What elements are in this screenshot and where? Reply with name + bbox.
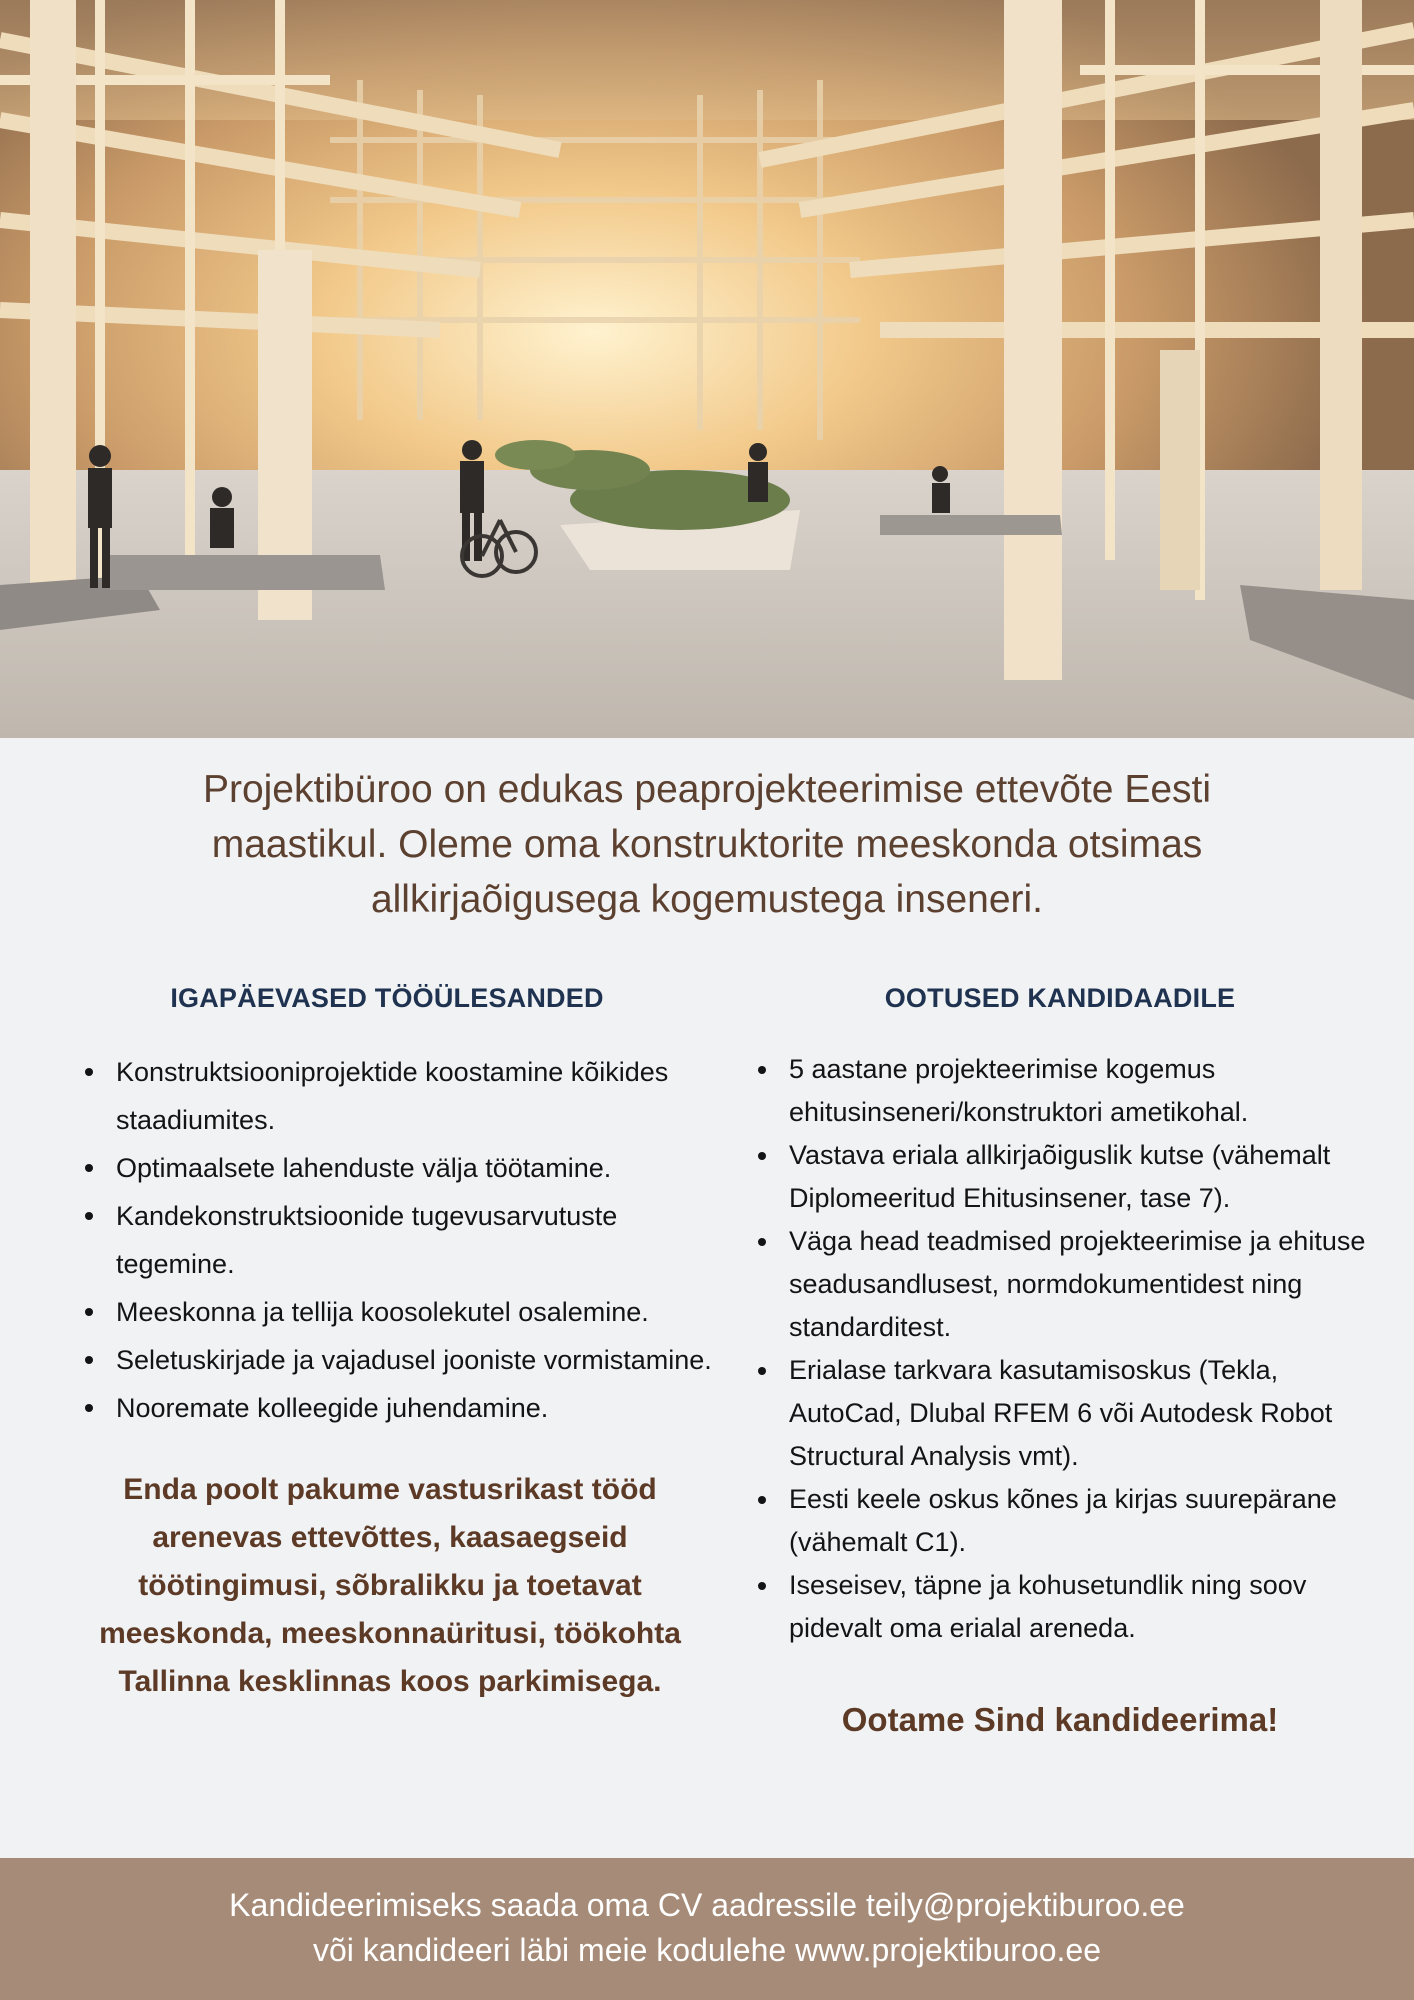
list-item: Nooremate kolleegide juhendamine. — [60, 1384, 720, 1432]
list-item: Seletuskirjade ja vajadusel jooniste vormistamine. — [60, 1336, 720, 1384]
requirements-list — [733, 1048, 1385, 1650]
footer-contact — [0, 1858, 1414, 2000]
list-item: Vastava eriala allkirjaõiguslik kutse (vähemalt Diplomeeritud Ehitusinsener, tase 7). — [733, 1134, 1385, 1220]
list-item: Optimaalsete lahenduste välja töötamine. — [60, 1144, 720, 1192]
tasks-section — [60, 978, 720, 1706]
offer-text: Enda poolt pakume vastusrikast tööd arenevas ettevõttes, kaasaegseid töötingimusi, sõbralikku ja toetavat meeskonda, meeskonnaüritusi, töökohta Tallinna kesklinnas koos parkimisega. — [99, 1473, 681, 1698]
requirements-heading: OOTUSED KANDIDAADILE — [884, 983, 1236, 1013]
intro-line-3: allkirjaõigusega kogemustega inseneri. — [370, 878, 1044, 921]
tasks-list — [60, 1048, 720, 1432]
hero-image — [0, 0, 1414, 738]
list-item: Erialase tarkvara kasutamisoskus (Tekla, AutoCad, Dlubal RFEM 6 või Autodesk Robot Structural Analysis vmt). — [733, 1349, 1385, 1478]
list-item: Iseseisev, täpne ja kohusetundlik ning soov pidevalt oma erialal areneda. — [733, 1564, 1385, 1650]
list-item: 5 aastane projekteerimise kogemus ehitusinseneri/konstruktori ametikohal. — [733, 1048, 1385, 1134]
list-item: Konstruktsiooniprojektide koostamine kõikides staadiumites. — [60, 1048, 720, 1144]
intro-line-1: Projektibüroo on edukas peaprojekteerimise ettevõte Eesti — [202, 768, 1212, 811]
footer-email-line[interactable]: Kandideerimiseks saada oma CV aadressile teily@projektiburoo.ee — [229, 1887, 1185, 1923]
intro-line-2: maastikul. Oleme oma konstruktorite meeskonda otsimas — [211, 823, 1203, 866]
list-item: Kandekonstruktsioonide tugevusarvutuste tegemine. — [60, 1192, 720, 1288]
intro-text — [90, 762, 1324, 927]
timber-frame-atrium-icon — [0, 0, 1414, 738]
requirements-section — [735, 978, 1385, 1744]
call-to-action: Ootame Sind kandideerima! — [841, 1701, 1279, 1738]
list-item: Meeskonna ja tellija koosolekutel osalemine. — [60, 1288, 720, 1336]
footer-website-line[interactable]: või kandideeri läbi meie kodulehe www.projektiburoo.ee — [312, 1932, 1101, 1968]
tasks-heading: IGAPÄEVASED TÖÖÜLESANDED — [170, 983, 604, 1013]
list-item: Eesti keele oskus kõnes ja kirjas suurepärane (vähemalt C1). — [733, 1478, 1385, 1564]
list-item: Väga head teadmised projekteerimise ja ehituse seadusandlusest, normdokumentidest ning standarditest. — [733, 1220, 1385, 1349]
